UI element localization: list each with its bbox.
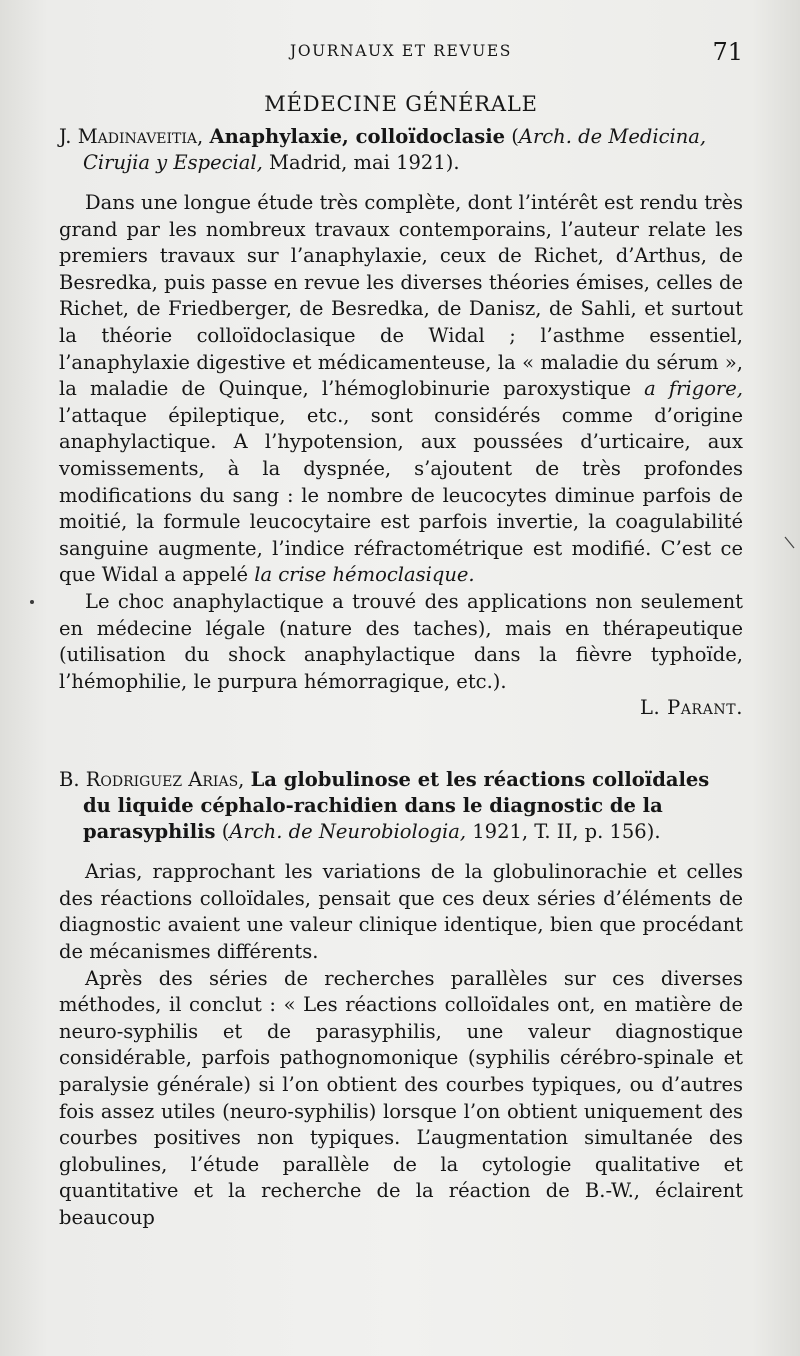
article1-citation bbox=[59, 124, 743, 176]
article2-title: La globulinose et les réactions colloïdales du liquide céphalo-rachidien dans le diagnostic de la parasyphilis bbox=[83, 768, 710, 844]
scan-dot bbox=[30, 600, 34, 604]
article1-source-open: ( bbox=[511, 125, 519, 148]
article2-paragraph-2: Après des séries de recherches parallèles sur ces diverses méthodes, il conclut : « Les réactions colloïdales ont, en matière de neuro-syphilis et de parasyphilis, une valeur diagnostique considérable, parfois pathognomonique (syphilis cérébro-spinale et paralysie générale) si l’on obtient des courbes typiques, ou d’autres fois assez utiles (neuro-syphilis) lorsque l’on obtient uniquement des courbes positives non typiques. L’augmentation simultanée des globulines, l’étude parallèle de la cytologie qualitative et quantitative et la recherche de la réaction de B.-W., éclairent beaucoup bbox=[59, 966, 743, 1229]
article1-paragraph-1 bbox=[59, 190, 743, 589]
article1-source-title: Arch. de Medicina, Cirujia y Especial, bbox=[83, 125, 707, 174]
article1-signature bbox=[59, 695, 743, 721]
article1-paragraph-2: Le choc anaphylactique a trouvé des applications non seulement en médecine légale (nature des taches), mais en thérapeutique (utilisation du shock anaphylactique dans la fièvre typhoïde, l’hémophilie, le purpura hémorragique, etc.). bbox=[59, 589, 743, 693]
article2-source-title: Arch. de Neurobiologia, bbox=[229, 820, 467, 844]
page-number: 71 bbox=[712, 38, 743, 66]
article2-source-open: ( bbox=[221, 820, 230, 844]
article1-signature-name: L. Parant. bbox=[639, 696, 743, 720]
article1-paragraph-1-continued: l’attaque épileptique, etc., sont considérés comme d’origine anaphylactique. A l’hypotension, aux poussées d’urticaire, aux vomissements, à la dyspnée, s’ajoutent de très profondes modifications du sang : le nombre de leucocytes diminue parfois de moitié, la formule leucocytaire est parfois invertie, la coagulabilité sanguine augmente, l’indice réfractométrique est modifié. C’est ce que Widal a appelé bbox=[59, 403, 743, 587]
article2-citation bbox=[59, 767, 743, 845]
article2-author: B. Rodriguez Arias, bbox=[59, 768, 245, 792]
article1-author: J. Madinaveitia, bbox=[59, 125, 204, 148]
article1-italic-phrase: a frigore, bbox=[644, 377, 743, 401]
scan-tick-mark bbox=[784, 536, 796, 550]
article2-paragraph-1: Arias, rapprochant les variations de la globulinorachie et celles des réactions colloïdales, pensait que ces deux séries d’éléments de diagnostic avaient une valeur clinique identique, bien que procédant de mécanismes différents. bbox=[59, 860, 743, 964]
section-title: MÉDECINE GÉNÉRALE bbox=[264, 92, 538, 116]
article2-source-rest: 1921, T. II, p. 156). bbox=[472, 820, 661, 844]
running-title: JOURNAUX ET REVUES bbox=[290, 42, 512, 60]
text-block bbox=[59, 38, 743, 1232]
article1-source-rest: Madrid, mai 1921). bbox=[269, 151, 460, 174]
article1-italic-closing: la crise hémoclasique. bbox=[254, 563, 475, 587]
running-head bbox=[59, 38, 743, 74]
article1-paragraph-1-text: Dans une longue étude très complète, dont l’intérêt est rendu très grand par les nombreux travaux contemporains, l’auteur relate les premiers travaux sur l’anaphylaxie, ceux de Richet, d’Arthus, de Besredka, puis passe en revue les diverses théories émises, celles de Richet, de Friedberger, de Besredka, de Danisz, de Sahli, et surtout la théorie colloïdoclasique de Widal ; l’asthme essentiel, l’anaphylaxie digestive et médicamenteuse, la « maladie du sérum », la maladie de Quinque, l’hémoglobinurie paroxystique bbox=[59, 191, 743, 401]
article1-title: Anaphylaxie, colloïdoclasie bbox=[209, 125, 506, 148]
